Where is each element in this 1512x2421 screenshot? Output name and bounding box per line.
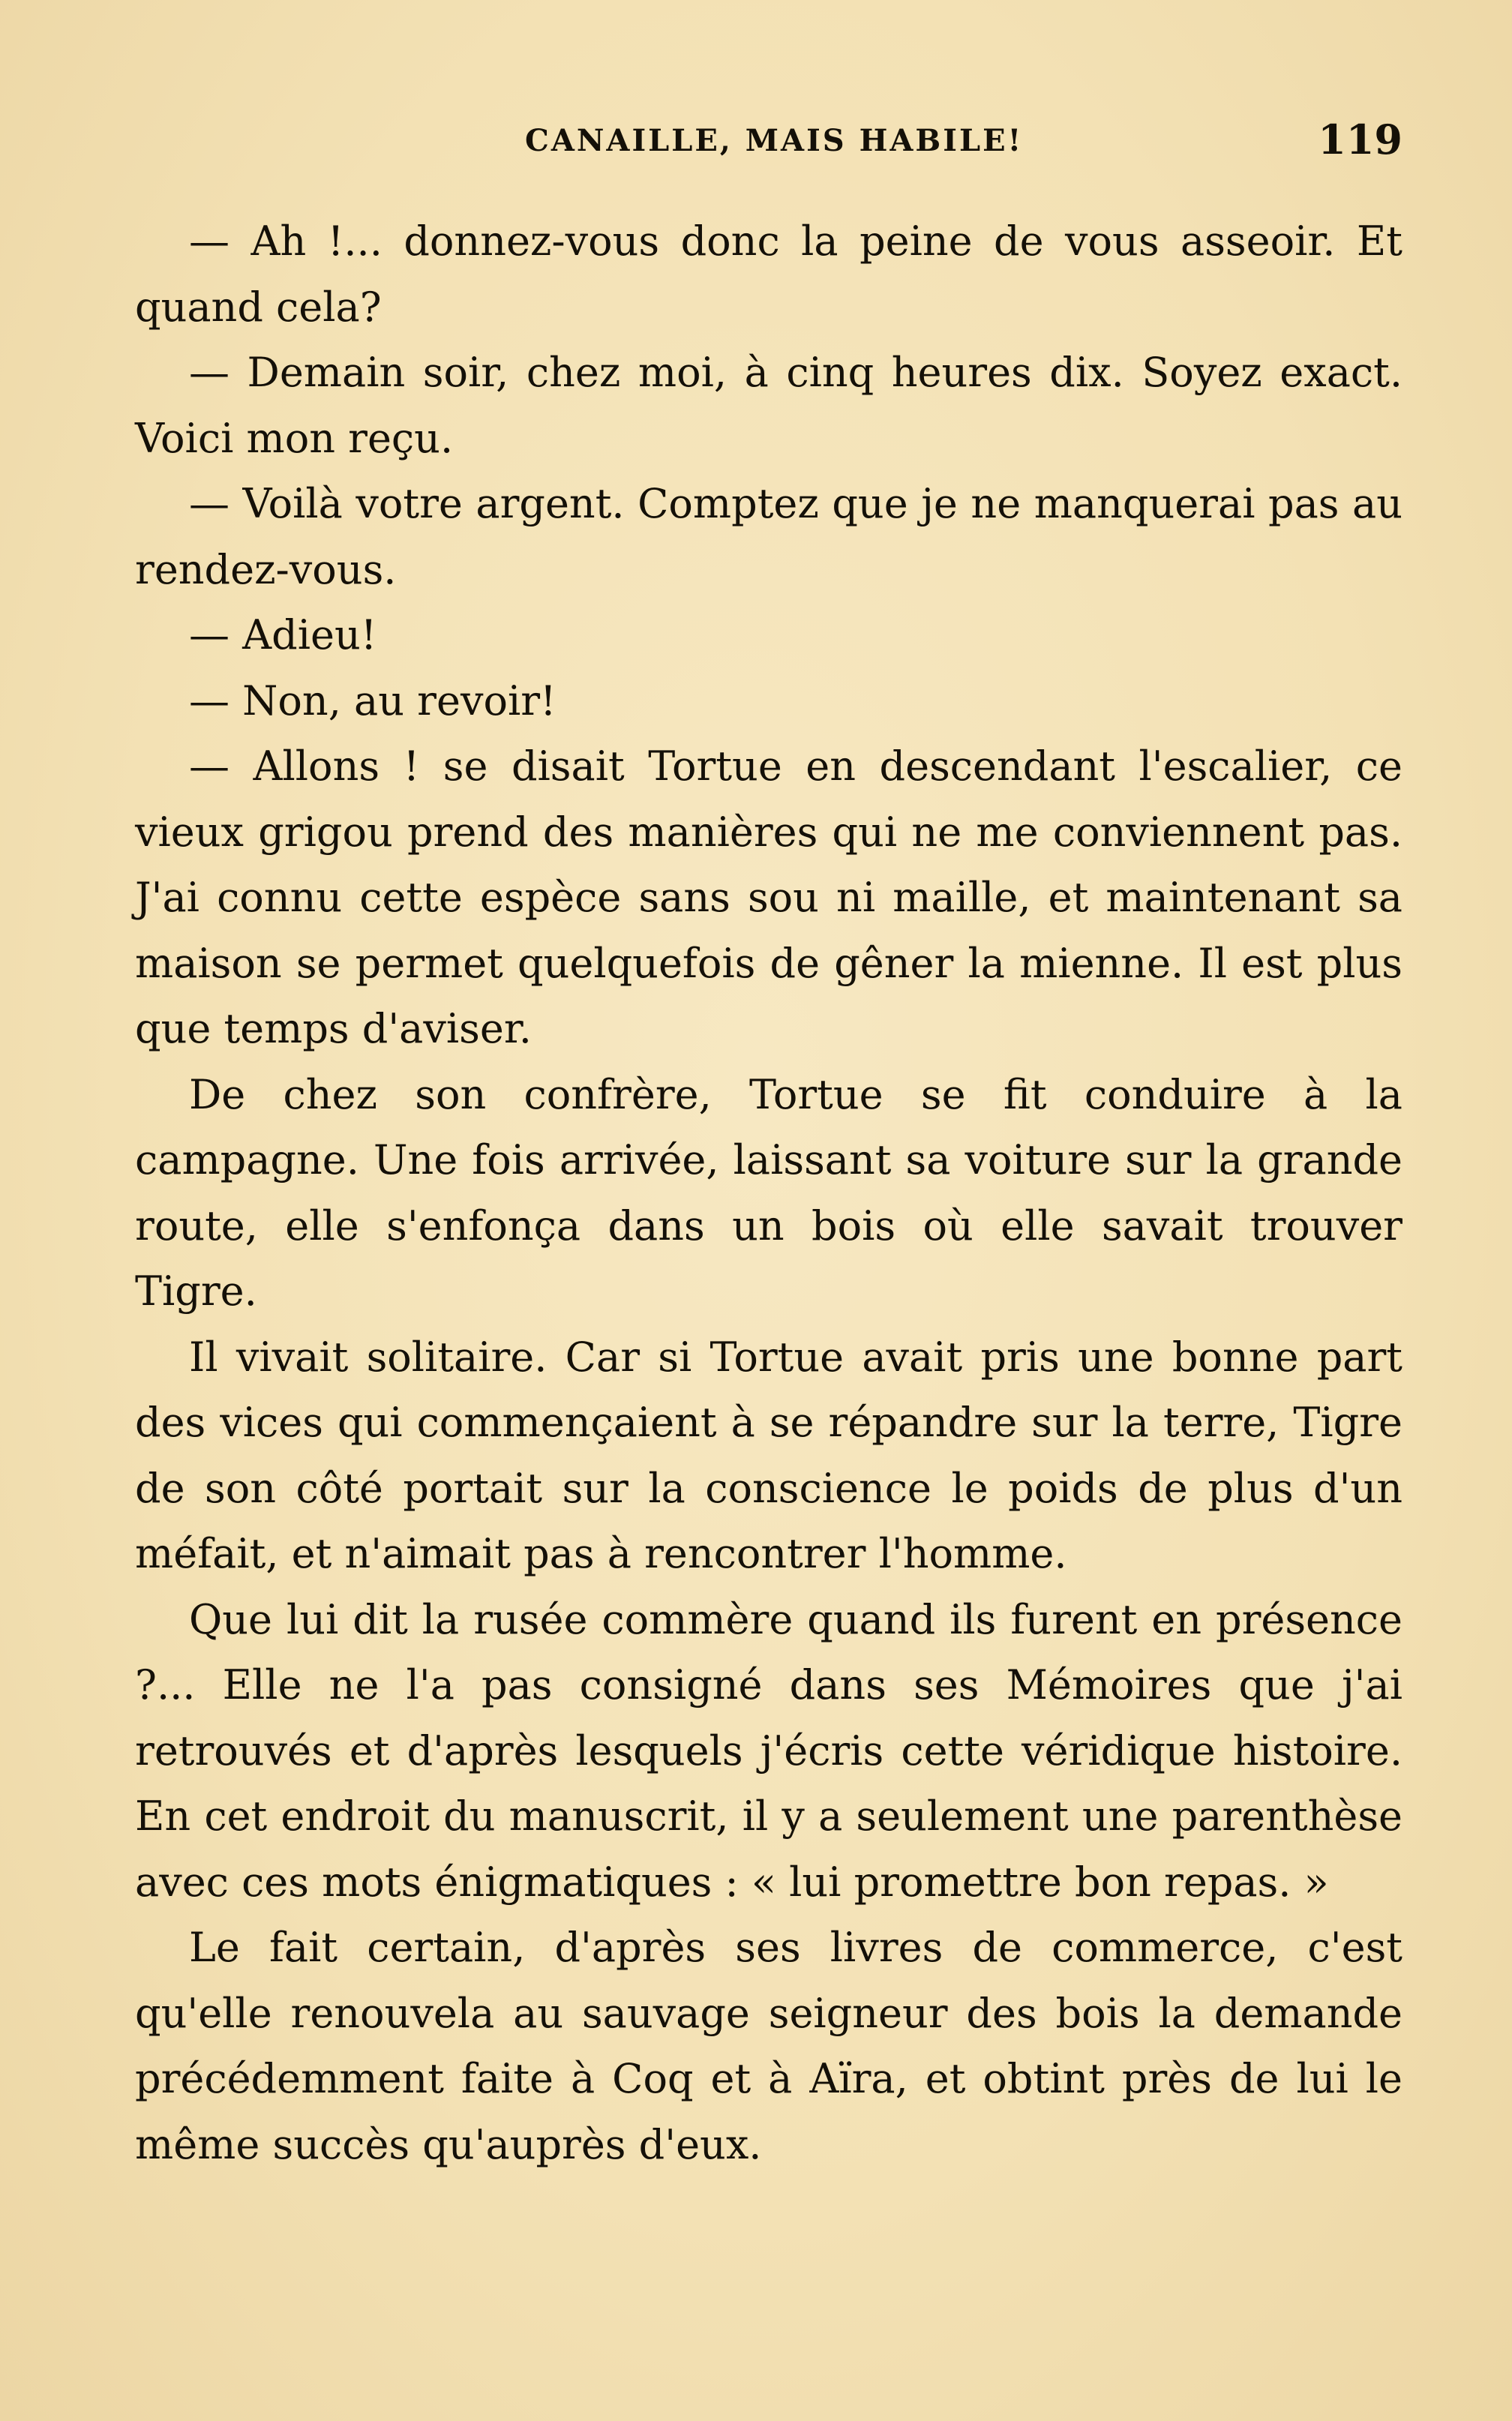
paragraph: Le fait certain, d'après ses livres de commerce, c'est qu'elle renouvela au sauvage seigneur des bois la demande précédemment faite à Coq et à Aïra, et obtint près de lui le même succès qu'auprès d'eux. xyxy=(135,1924,1402,2168)
paragraph: — Ah !... donnez-vous donc la peine de vous asseoir. Et quand cela? xyxy=(135,218,1402,331)
paragraph: Il vivait solitaire. Car si Tortue avait pris une bonne part des vices qui commençaient à se répandre sur la terre, Tigre de son côté portait sur la conscience le poids de plus d'un méfait, et n'aimait pas à rencontrer l'homme. xyxy=(135,1333,1402,1577)
paragraph: — Voilà votre argent. Comptez que je ne manquerai pas au rendez-vous. xyxy=(135,480,1402,593)
page-number: 119 xyxy=(1318,116,1402,164)
paragraph: Que lui dit la rusée commère quand ils furent en présence ?... Elle ne l'a pas consigné dans ses Mémoires que j'ai retrouvés et d'après lesquels j'écris cette véridique histoire. En cet endroit du manuscrit, il y a seulement une parenthèse avec ces mots énigmatiques : « lui promettre bon repas. » xyxy=(135,1595,1402,1906)
paragraph: — Allons ! se disait Tortue en descendant l'escalier, ce vieux grigou prend des manières qui ne me conviennent pas. J'ai connu cette espèce sans sou ni maille, et maintenant sa maison se permet quelquefois de gêner la mienne. Il est plus que temps d'aviser. xyxy=(135,742,1402,1052)
body-text xyxy=(135,208,1402,2177)
paragraph: — Demain soir, chez moi, à cinq heures dix. Soyez exact. Voici mon reçu. xyxy=(135,349,1402,462)
running-title: CANAILLE, MAIS HABILE! xyxy=(525,123,1024,158)
paragraph: — Non, au revoir! xyxy=(189,676,556,724)
paragraph: De chez son confrère, Tortue se fit conduire à la campagne. Une fois arrivée, laissant sa voiture sur la grande route, elle s'enfonça dans un bois où elle savait trouver Tigre. xyxy=(135,1070,1402,1315)
page-header xyxy=(135,112,1402,172)
paragraph: — Adieu! xyxy=(189,611,377,658)
